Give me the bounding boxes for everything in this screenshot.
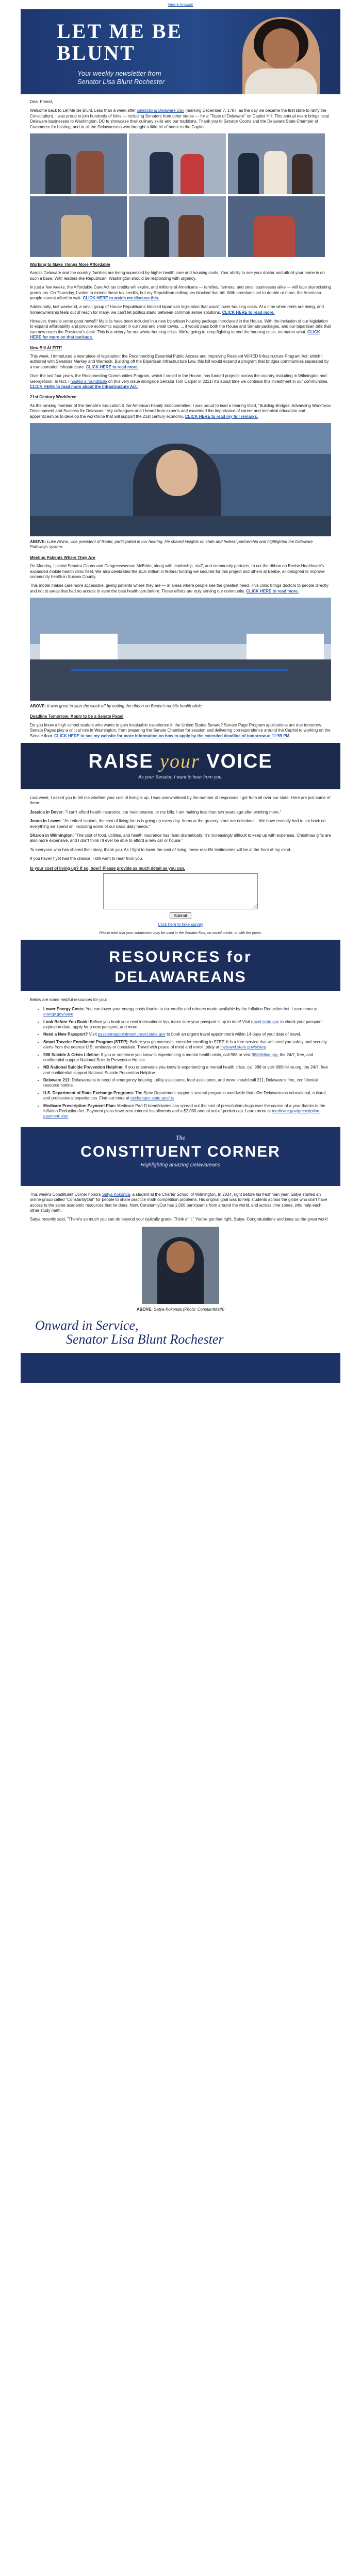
caption-hearing-label: ABOVE: [30, 539, 46, 544]
intro-text-2: (marking December 7, 1787, as the day we became the first state to ratify the Constitution), I was proud to join hundreds of folks — including Senators from other states — for a "Taste of Delaware" on Capitol Hill. This annual event brings local Delaware businesses to Washington, DC to showcase their culinary skills and our traditions. Thank you to Senator Coons and the Delaware State Chamber of Commerce for hosting, and to all the Delawareans who brought a little bit of home to the Capitol. [30, 108, 330, 129]
senate-page-link[interactable]: CLICK HERE to see my website for more information on how to apply by the extended deadline of tomorrow at 11:59 PM. [54, 733, 291, 738]
ribbon-cutting-photo [30, 598, 331, 701]
hearing-photo-face [156, 450, 198, 496]
greeting: Dear Friend, [30, 99, 53, 104]
satya-face [167, 1241, 194, 1273]
view-in-browser-link[interactable]: View in browser [168, 3, 193, 7]
taste-of-delaware-collage [30, 133, 331, 257]
cc-p1-text: This week's Constituent Corner honors [30, 1192, 102, 1197]
event-photo-4 [30, 196, 127, 257]
banner-title-line1: LET ME BE [57, 20, 183, 43]
resource-name: Delaware 211: [43, 1078, 71, 1083]
resource-link[interactable]: 988lifeline.org [252, 1052, 277, 1057]
resources-banner-line1: RESOURCES for [109, 948, 252, 966]
resource-item [43, 1020, 331, 1030]
quote-jessica-name: Jessica in Dover: [30, 809, 64, 815]
resource-text: Visit [88, 1032, 98, 1037]
caption-ribbon [30, 704, 331, 709]
afford-p3-text: Additionally, last weekend, a small group of House Republicans blocked bipartisan legislation that would lower housing costs. At a time when rents are rising, and homeownership feels out of reach for many, we can't let politics stand between common sense solutions. [30, 304, 324, 315]
patients-heading: Meeting Patients Where They Are [30, 555, 95, 560]
ribbon [71, 669, 288, 671]
quote-jason [30, 819, 331, 829]
hearing-photo-desk [30, 516, 331, 536]
caption-satya [30, 1307, 331, 1312]
resource-item [43, 1040, 331, 1050]
resource-text: You can lower your energy costs thanks to tax credits and rebates made available by the Inflation Reduction Act. Learn more at [85, 1006, 318, 1011]
banner-subtitle-line2: Senator Lisa Blunt Rochester [77, 78, 165, 86]
event-photo-6 [228, 196, 325, 257]
workforce-p1 [30, 403, 331, 419]
signature-line1: Onward in Service, [35, 1318, 139, 1333]
new-bill-heading: New Bill ALERT! [30, 345, 62, 350]
resource-link[interactable]: passportappointment.travel.state.gov [97, 1032, 166, 1037]
resource-text-2: to check your passport expiration date, apply for a new passport, and more. [43, 1019, 322, 1029]
resource-text: If you or someone you know is experiencing a mental health crisis, call 988 or visit 988lifeline.org, the 24/7, free and confidential support National Suicide Prevention Helpline. [43, 1065, 328, 1075]
banner-subtitle [77, 70, 165, 87]
quote-sharon-name: Sharon in Wilmington: [30, 833, 74, 838]
resource-name: NB National Suicide Prevention Helpline: [43, 1065, 124, 1070]
workforce-heading: 21st Century Workforce [30, 395, 77, 400]
resource-name: Lower Energy Costs: [43, 1006, 85, 1011]
survey-intro-p1: Last week, I asked you to tell me whether your cost of living is up. I was overwhelmed by the number of responses I got from all over our state. Here are just some of them: [30, 795, 331, 806]
banner-title [57, 21, 183, 64]
quote-jessica-text: "I can't afford health insurance, car maintenance, or my bills. I am making less than two years ago after working more." [63, 809, 282, 815]
ribbon-photo-crowd [30, 659, 331, 701]
intro-text-1: Welcome back to Let Me Be Blunt. Less than a week after [30, 108, 137, 113]
resource-item [43, 1078, 331, 1089]
afford-p2 [30, 285, 331, 301]
senator-portrait [242, 17, 320, 94]
top-bar [21, 0, 340, 9]
workforce-p1-text: As the ranking member of the Senate's Education & the American Family Subcommittee, I was proud to lead a hearing titled, "Building Bridges: Advancing Workforce Development and Success for Delaware." My colleagues and I heard from experts and examined the importance of career and technical education and apprenticeships to develop the workforce that will support the 21st century economy. [30, 403, 331, 419]
banner-subtitle-line1: Your weekly newsletter from [77, 70, 161, 77]
event-photo-3 [228, 133, 325, 194]
resource-link[interactable]: exchanges.state.gov/us [130, 1096, 174, 1101]
resource-text: The State Department supports several programs worldwide that offer Delawareans educational, cultural, and professional experiences. Find out more at [43, 1090, 327, 1101]
quote-jessica [30, 810, 331, 815]
caption-satya-label: ABOVE: [136, 1307, 153, 1312]
raise-your-voice-title [21, 743, 340, 774]
resources-intro: Below are some helpful resources for you: [30, 997, 107, 1003]
resource-name: U.S. Department of State Exchange Programs: [43, 1090, 135, 1095]
afford-p3 [30, 304, 331, 315]
quote-sharon-text: "The cost of food, utilities, and health insurance has risen dramatically. It's increasingly difficult to keep up with expenses. Christmas gifts are also more expensive, and I don't think I'll ever be able to afford a new car or house." [30, 833, 331, 843]
resource-item [43, 1091, 331, 1101]
caption-hearing [30, 539, 331, 550]
signature [35, 1318, 331, 1347]
caption-ribbon-text: It was great to start the week off by cutting the ribbon on Beebe's mobile health clinic. [46, 704, 203, 709]
raise-your-voice-sub: As your Senator, I want to hear from you. [138, 774, 223, 780]
afford-p4 [30, 319, 331, 341]
portrait-jacket [245, 69, 317, 94]
event-photo-2 [129, 133, 226, 194]
survey-submit-button[interactable]: Submit [170, 912, 192, 919]
watch-discuss-link[interactable]: CLICK HERE to watch me discuss this. [83, 295, 159, 300]
resource-item [43, 1104, 331, 1120]
resource-item [43, 1007, 331, 1018]
patients-p1: On Monday, I joined Senator Coons and Congresswoman McBride, along with leadership, staff, and community partners, to cut the ribbon on Beebe Healthcare's expanded mobile health clinic fleet. We also celebrated the $1.6 million in federal funding we secured for this project and others at Beebe, all designed to improve community health in Sussex County. [30, 564, 325, 579]
hearing-photo [30, 423, 331, 536]
resource-name: Smart Traveler Enrollment Program (STEP): [43, 1039, 129, 1044]
quote-sharon [30, 833, 331, 844]
caption-satya-text: Satya Kokonda (Photo: ConstantMath) [152, 1307, 225, 1312]
resource-link[interactable]: travel.state.gov [251, 1019, 280, 1024]
full-remarks-link[interactable]: CLICK HERE to read my full remarks. [185, 414, 258, 419]
survey-question: Is your cost of living up? If so, how? Please provide as much detail as you can. [30, 866, 185, 871]
resources-banner-line2: DELAWAREANS [114, 969, 247, 986]
resource-link[interactable]: medicare.gov/prescription-payment-plan [43, 1109, 321, 1119]
new-bill-p2-text: Over the last four years, the Reconnecting Communities Program, which I co-led in the House, has funded projects across the country, including in Wilmington and Georgetown. In fact, I [30, 374, 327, 384]
new-bill-p2 [30, 374, 331, 389]
resource-text: If you or someone you know is experiencing a mental health crisis, call 988 or visit [100, 1052, 252, 1057]
resource-text: Medicare Part D beneficiaries can spread out the cost of prescription drugs over the course of a year thanks to the Inflation Reduction Act. Payment plans have zero-interest installments and a $2,000 annual out-of-pocket cap. Learn more at [43, 1103, 325, 1114]
survey-end-p2: If you haven't yet had the chance, I still want to hear from you. [30, 856, 143, 861]
afford-p4-text: However, there is some good news!!! My bills have been included in a new bipartisan housing package introduced in the House. With the inclusion of our legislation to expand affordability and provide economic support in our rural and small towns, ... it would pass both the House and Senate packages, and our bipartisan bills that can now reach the President's desk. This is a victory for our whole housing crisis. We're going to keep fighting to end the housing crisis, no matter what. [30, 319, 331, 334]
header-banner [21, 9, 340, 94]
event-photo-1 [30, 133, 127, 194]
cc-title: CONSTITUENT CORNER [80, 1143, 281, 1161]
delaware-day-link[interactable]: celebrating Delaware Day [137, 108, 185, 113]
resource-text: Before you go overseas, consider enrolling in STEP. It is a free service that will send you safety and security alerts from the nearest U.S. embassy or consulate. Travel with peace of mind and enroll today at [43, 1039, 327, 1050]
new-bill-p2-text-b: on this very issue alongside Senator Tom Carper in 2021! It's about time we continue this investment in our communities. [107, 379, 329, 384]
quote-jason-name: Jason in Lewes: [30, 819, 62, 824]
resource-name: Look Before You Book: [43, 1019, 89, 1024]
newsletter [21, 0, 340, 1383]
deadline-p1-text: Do you know a high school student who wants to gain invaluable experience in the United States Senate? Senate Page Program applications are due tomorrow. Senate Pages play a critical role in Washington, from preparing the Senate Chamber for session and delivering correspondence around the Capitol to working on the Senate floor. [30, 722, 331, 738]
survey-link-row [30, 922, 331, 927]
raise-word: RAISE [88, 751, 154, 773]
resource-text: Before you book your next international trip, make sure your passport is up to date! Visit [89, 1019, 251, 1024]
resource-text-2: , the 24/7, free, and confidential support National Suicide Prevention Hotline. [43, 1052, 314, 1062]
cc-p2: Satya recently said, "There's so much you can do beyond your typically grade. Think of it." You've got that right, Satya. Congratulations and keep up the great work! [30, 1217, 328, 1222]
afford-p1: Across Delaware and the country, families are being squeezed by higher health care and housing costs. Your ability to see your doctor and afford your home is on such a base. With leaders like Republican, Washington should be responding with urgency. [30, 270, 325, 281]
caption-ribbon-label: ABOVE: [30, 704, 46, 709]
deadline-p1 [30, 723, 331, 739]
patients-p2-text: This model makes care more accessible, giving patients where they are — in areas where people see the greatest need. This clinic brings doctors to people directly and not to areas that had no access to even the best healthcare before. These efforts are truly serving our community. [30, 583, 329, 594]
survey-end-p1: To everyone who has shared their story, thank you. As I fight to lower the cost of living, these real-life testimonies will be at the front of my mind. [30, 847, 291, 852]
cc-p1 [30, 1192, 331, 1214]
beebe-read-more-link[interactable]: CLICK HERE to read more. [246, 588, 299, 594]
constituent-corner-banner [21, 1127, 340, 1186]
patients-p2 [30, 583, 331, 594]
cc-tagline: Highlighting amazing Delawareans [141, 1162, 220, 1168]
infrastructure-act-link[interactable]: CLICK HERE to read more about the Infrastructure Act. [30, 384, 138, 389]
resource-text-2: to book an urgent travel appointment within 14 days of your date of travel. [165, 1032, 301, 1037]
quote-jason-text: "As retired seniors, the cost of living for us is going up every day. Items at the grocery store are ridiculous... We have recently had to cut back on everything we spend on, including some of our basic daily needs." [30, 819, 326, 829]
resource-item [43, 1032, 331, 1037]
afford-p2-text: In just a few weeks, the Affordable Care Act tax credits will expire, and millions of Americans — families, farmers, and small businesses alike — will face skyrocketing premiums. On Thursday, I voted to extend these tax credits, but my Republican colleagues blocked that bill. With premiums set to double or more, the American people cannot afford to wait. [30, 285, 331, 300]
resource-name: 988 Suicide & Crisis Lifeline: [43, 1052, 100, 1057]
voice-word: VOICE [206, 751, 273, 773]
satya-photo [142, 1227, 219, 1304]
afford-heading: Working to Make Things More Affordable [30, 262, 110, 267]
resource-link[interactable]: energy.gov/save [43, 1012, 74, 1017]
resource-name: Medicare Prescription Payment Plan: [43, 1103, 116, 1108]
new-bill-p1 [30, 354, 331, 370]
resource-item [43, 1065, 331, 1076]
roundtable-link[interactable]: hosted a roundtable [70, 379, 107, 384]
resource-text: Delawareans in need of emergency housing, utility assistance, food assistance, and more should call 211, Delaware's free, confidential resource hotline. [43, 1078, 318, 1088]
footer-band [21, 1353, 340, 1383]
new-bill-read-more-link[interactable]: CLICK HERE to read more. [86, 364, 139, 369]
survey-disclaimer: Please note that your submission may be used in the Senator floor, on social media, or with the press. [99, 931, 262, 936]
resources-banner [21, 940, 340, 991]
resources-list [43, 1007, 331, 1120]
new-bill-p1-text: This week, I introduced a new piece of legislation: the Reconnecting Essential Public Access and Improving Resident WIRED Infrastructure Program Act, which I authored with Senators Markey and Warnock. Building off the Bipartisan Infrastructure Law, this bill would expand a program that bridges communities separated by a transportation infrastructure. [30, 354, 329, 369]
deadline-heading: Deadline Tomorrow: Apply to be a Senate Page! [30, 714, 124, 719]
housing-package-link[interactable]: CLICK HERE for more on that package. [30, 329, 320, 340]
banner-title-line2: BLUNT [57, 41, 136, 64]
resource-link[interactable]: mytravel.state.gov/s/step [220, 1045, 266, 1050]
newsletter-body [21, 94, 340, 1383]
resource-item [43, 1053, 331, 1063]
cc-the: The [176, 1133, 185, 1141]
read-more-housing-link[interactable]: CLICK HERE to read more. [222, 310, 275, 315]
raise-your-voice-banner [21, 743, 340, 789]
event-photo-5 [129, 196, 226, 257]
signature-line2: Senator Lisa Blunt Rochester [66, 1332, 224, 1347]
cc-p1-text-b: , a student at the Charter School of Wilmington. In 2024, right before his freshman year, Satya started an online group called "ConstantlyOut" for people to share practice math competition problems. His original goal was to help students across the globe who don't have access to the same academic resources that he does. Now, ConstantlyOut has 1,000 participants from around the world, and across time zones, who help each other study math. [30, 1192, 327, 1213]
survey-response-input[interactable] [103, 873, 258, 909]
resource-name: Need a New Passport? [43, 1032, 88, 1037]
caption-hearing-text: Luke Rhine, vice president of Rodel, participated in our hearing. He shared insights on state and federal partnership and highlighted the Delaware Pathways system. [30, 539, 313, 550]
take-survey-link[interactable]: Click here to take survey [158, 922, 203, 927]
satya-link[interactable]: Satya Kokonda [102, 1192, 130, 1197]
intro-paragraph [30, 108, 331, 130]
portrait-face [263, 28, 299, 70]
your-word: your [160, 751, 200, 773]
